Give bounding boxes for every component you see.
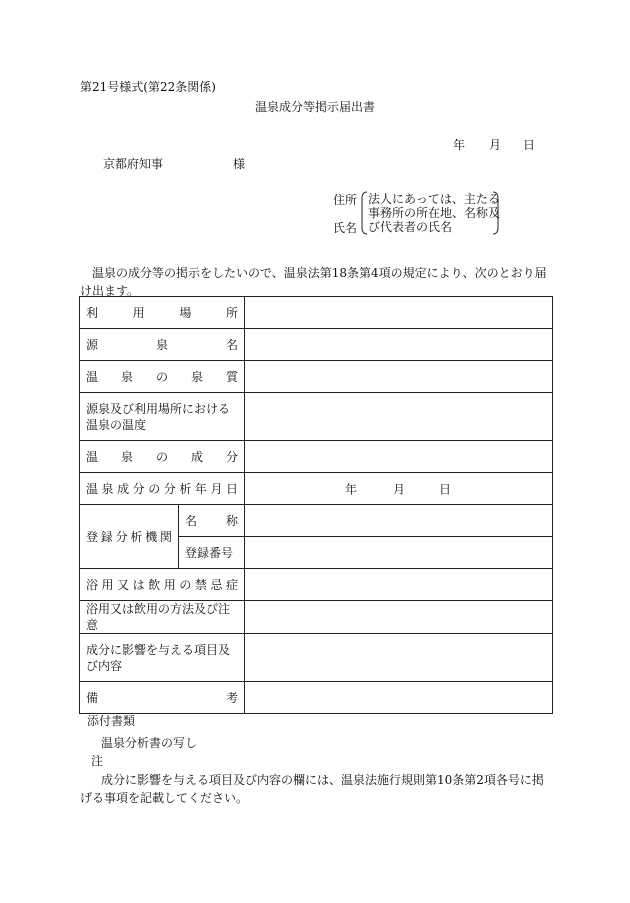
applicant-name-label: 氏名 — [333, 221, 358, 235]
table-row — [80, 601, 553, 634]
table-row — [80, 473, 553, 505]
table-row — [80, 682, 553, 714]
analysis-month-label: 月 — [393, 482, 406, 496]
table-row — [80, 569, 553, 601]
label-temperature: 源泉及び利用場所における温泉の温度 — [80, 393, 245, 441]
table-row — [80, 441, 553, 473]
form-number: 第21号様式(第22条関係) — [80, 80, 216, 94]
field-temperature[interactable] — [245, 393, 553, 441]
label-contraindications: 浴用又は飲用の禁忌症 — [80, 569, 245, 601]
field-spring-quality[interactable] — [245, 361, 553, 393]
field-source-name[interactable] — [245, 329, 553, 361]
table-row — [80, 329, 553, 361]
label-remarks: 備考 — [80, 682, 245, 714]
analysis-day-label: 日 — [439, 482, 452, 496]
notification-table — [79, 296, 553, 714]
attachments-title: 添付書類 — [87, 714, 136, 728]
field-remarks[interactable] — [245, 682, 553, 714]
analysis-year-label: 年 — [345, 482, 358, 496]
label-influencing-items: 成分に影響を与える項目及び内容 — [80, 634, 245, 682]
label-analysis-date: 温泉成分の分析年月日 — [80, 473, 245, 505]
intro-paragraph: 温泉の成分等の掲示をしたいので、温泉法第18条第4項の規定により、次のとおり届け出ます。 — [80, 266, 547, 298]
table-row — [80, 361, 553, 393]
field-components[interactable] — [245, 441, 553, 473]
label-analyst-reg-number: 登録番号 — [179, 537, 245, 569]
field-usage-place[interactable] — [245, 297, 553, 329]
note-body: 成分に影響を与える項目及び内容の欄には、温泉法施行規則第10条第2項各号に掲げる事項を記載してください。 — [80, 773, 544, 805]
addressee-name: 京都府知事 — [103, 157, 164, 171]
applicant-bracket-note — [360, 191, 500, 235]
bracket-note-line-2: 事務所の所在地、名称及 — [368, 206, 501, 220]
label-spring-quality: 温泉の泉質 — [80, 361, 245, 393]
attachment-item: 温泉分析書の写し — [101, 736, 198, 750]
document-title: 温泉成分等掲示届出書 — [254, 100, 375, 114]
label-usage-method: 浴用又は飲用の方法及び注意 — [80, 601, 245, 634]
label-components: 温泉の成分 — [80, 441, 245, 473]
field-analysis-date[interactable] — [245, 473, 553, 505]
table-row — [80, 297, 553, 329]
table-row — [80, 634, 553, 682]
addressee-honorific: 様 — [233, 157, 246, 171]
field-usage-method[interactable] — [245, 601, 553, 634]
label-source-name: 源泉名 — [80, 329, 245, 361]
field-analyst-name[interactable] — [245, 505, 553, 537]
table-row — [80, 505, 553, 537]
date-day-label: 日 — [523, 138, 536, 152]
date-month-label: 月 — [489, 138, 502, 152]
note-title: 注 — [91, 754, 104, 768]
field-influencing-items[interactable] — [245, 634, 553, 682]
bracket-note-line-1: 法人にあっては、主たる — [368, 192, 500, 206]
label-analyst-name: 名称 — [179, 505, 245, 537]
field-analyst-reg-number[interactable] — [245, 537, 553, 569]
label-usage-place: 利用場所 — [80, 297, 245, 329]
label-registered-analyst: 登録分析機関 — [80, 505, 179, 569]
bracket-note-line-3: び代表者の氏名 — [368, 220, 453, 234]
table-row — [80, 393, 553, 441]
field-contraindications[interactable] — [245, 569, 553, 601]
applicant-address-label: 住所 — [333, 193, 358, 207]
date-year-label: 年 — [453, 138, 466, 152]
